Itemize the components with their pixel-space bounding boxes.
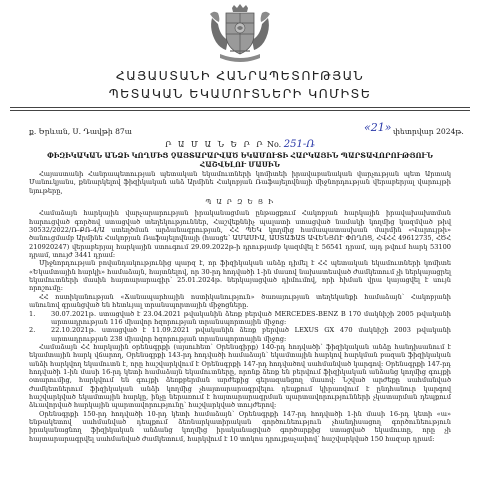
authority-name-line-2: ՊԵՏԱԿԱՆ ԵԿԱՄՈՒՏՆԵՐԻ ԿՈՄԻՏԵ bbox=[108, 86, 372, 101]
coat-of-arms-emblem bbox=[206, 4, 274, 66]
body-paragraph: Օրենսգրքի 150-րդ հոդվածի 10-րդ կետի համաձայն՝ Օրենսգրքի 147-րդ հոդվածի 1-ին մասի 16-րդ կետի «ա» ենթակետով սահմանված դեպքում ձեռնարկատիրական գործունեություն չհանդիսացող գործունեություն իրականացնող ֆիզիկական անձանց կողմից իրականացված գործարքից ստացված եկամուտը, որը չի հայտարարագրվել սահմանված ժամկետում, հարկվում է 10 տոկոս դրույքաչափով՝ հաշվարկված 150 հազար դրամ: bbox=[29, 409, 451, 443]
body-paragraph: Միջնորդության բովանդակությունից պարզ է, որ ֆիզիկական անձը դիմել է ՀՀ պետական եկամուտների կոմիտե «Եկամտային հարկի» համաձայն, հայտնելով, որ 30-րդ հոդվածի 1-ին մասով նախատեսված ժամկետում չի ներկայացրել եկամուտների մասին հայտարարագիր՝ 25.01.2024թ. ներկայացված դիմումով, որի հիման վրա կայացվել է սույն որոշումը: bbox=[29, 259, 451, 293]
document-body bbox=[29, 170, 451, 443]
vehicle-list-item bbox=[29, 326, 451, 343]
body-paragraph: Համաձայն հարկային վարչարարության իրականացման ընթացքում Հակոբյան հարկային իրավախախտման հարուցված գործով ստացված տեղեկություններ, Հաշվեքննիչ պալատի ստացված նամակի կողմից կազմված թիվ 30532/2022/Ռ-ՔՌ-4/Ա ստեղծման արձանագրության, ՀՀ ՊԵԿ կողմից համապատասխան մարմին «Վարույթի» ծանուցմամբ Արմինե Հակոբյան Ռաֆայելովնայի (հասցե՝ ԱՄԱՍԻԱ, ԱՍՏԱՖԱՏ ԱՎԵՆՅՈՒ ՓՈՂՈՑ, ՀՎՀՀ 49612735, ՀԾՀ 210920247) վերաբերյալ հարկային ստուգում 29.09.2022թ-ի դրությամբ կազմվել է 56541 դրամ, այդ թվում հարկ 53100 դրամ, տույժ 3441 դրամ: bbox=[29, 209, 451, 260]
header-divider-bottom bbox=[10, 110, 470, 111]
body-paragraph: Համաձայն ՀՀ հարկային օրենսգրքի (այսուհետ՝ Օրենսգիրք) 140-րդ հոդվածի՝ ֆիզիկական անձը հանդիսանում է եկամտային հարկ վճարող, Օրենսգրքի 143-րդ հոդվածի համաձայն՝ եկամտային հարկով հարկման բազան ֆիզիկական անձի հարկվող եկամուտն է, որը հաշվարկվում է Օրենսգրքի 147-րդ հոդվածով սահմանված կարգով: Օրենսգրքի 147-րդ հոդվածի 1-ին մասի 16-րդ կետի համաձայն եկամուտները, որոնք ձեռք են բերվում ֆիզիկական անձանց կողմից գույքի օտարումից, հարկվում են գույքի ձեռքբերման արժեքից գերազանցող մասով: Նշված արժեքը սահմանված ժամկետներում ֆիզիկական անձի կողմից չհայտարարագրվելու դեպքում կիրառվում է ընդհանուր կարգով հաշվարկված եկամտային հարկը, ինչը ներառում է հայտարարագրման պարտավորությունների չկատարման դեպքում ձևավորված հարկային պարտավորությունը՝ հաշվարկված տույժերով: bbox=[29, 342, 451, 410]
intro-paragraph: Հայաստանի Հանրապետության պետական եկամուտների կոմիտեի իրավաբանական վարչության պետ Արտակ Մանուկյանս, քննարկելով ֆիզիկական անձ Արմինե Հակոբյան Ռաֆայելովնայի միջնորդության վերաբերյալ վարույթի նյութերը, bbox=[29, 170, 451, 195]
header-divider-top bbox=[10, 107, 470, 108]
order-subject: ՓԻԶԻԿԱԿԱՆ ԱՆՁԻ ԿՈՂՄԻՑ ՉԱՅՏԱՐԱՐՎԱԾ ԵԿԱՄՈՒՏԻ ՀԱՐԿԱՅԻՆ ՊԱՐՏԱՎՈՐՈՒԹՅՈՒՆ ՀԱՇՎԵԼՈՒ ՄԱՍԻՆ bbox=[47, 151, 433, 169]
armenian-coat-of-arms-icon bbox=[206, 4, 274, 66]
vehicle-list-item bbox=[29, 310, 451, 327]
authority-name-line-1: ՀԱՅԱՍՏԱՆԻ ՀԱՆՐԱՊԵՏՈՒԹՅԱՆ bbox=[115, 68, 365, 83]
list-item-text: 22.10.2021թ. ստացված է 11.09.2021 թվականին ձեռք բերված LEXUS GX 470 մակնիշի 2003 թվականի արտադրության 238 միավոր հզորության տրանսպորտային միջոց: bbox=[51, 326, 451, 343]
issue-place: ք. Երևան, Ս. Դավթի 87ա bbox=[29, 127, 132, 136]
order-title: Ր Ա Մ Ա Ն Ե Ր Ր bbox=[165, 140, 265, 149]
body-paragraph: ՀՀ ոստիկանության «Ճանապարհային ոստիկանություն» ծառայության տեղեկանքի համաձայն՝ Հակոբյանի անունով գրանցված են հետևյալ տրանսպորտային միջոցները. bbox=[29, 292, 451, 310]
section-heading: Պ Ա Ր Զ Ե Ց Ի bbox=[205, 198, 275, 207]
list-item-text: 30.07.2021թ. ստացված է 23.04.2021 թվականին ձեռք բերված MERCEDES-BENZ B 170 մակնիշի 2005 թվականի արտադրության 116 միավոր հզորության տրանսպորտային միջոց: bbox=[51, 309, 451, 326]
list-item-number: 2. bbox=[29, 326, 36, 335]
issue-date: փետրվար 2024թ. bbox=[393, 127, 464, 136]
handwritten-order-number: 251-Ռ bbox=[283, 139, 315, 150]
order-number-line bbox=[0, 139, 480, 150]
order-number-prefix: No. bbox=[267, 140, 282, 149]
list-item-number: 1. bbox=[29, 309, 36, 318]
handwritten-date-day: «21» bbox=[364, 121, 392, 134]
